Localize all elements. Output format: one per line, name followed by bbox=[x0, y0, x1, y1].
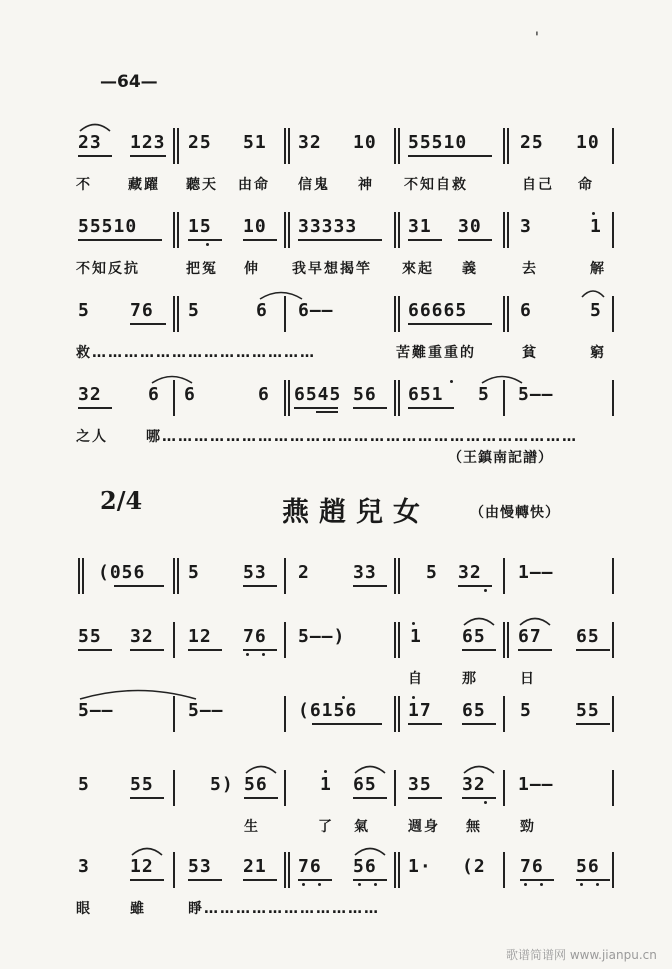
lyric: 聽天 bbox=[186, 177, 218, 193]
high-octave-dot bbox=[324, 770, 327, 773]
lyric: 義 bbox=[462, 261, 478, 277]
note-group: (6156 bbox=[298, 700, 358, 721]
lyric: 不知自救 bbox=[404, 177, 468, 193]
barline bbox=[612, 380, 614, 416]
underline bbox=[353, 407, 387, 409]
note-group: 1 bbox=[590, 216, 602, 237]
barline bbox=[173, 696, 175, 732]
note-group: 25 bbox=[520, 132, 544, 153]
low-octave-dot bbox=[580, 883, 583, 886]
barline bbox=[612, 622, 614, 658]
barline bbox=[612, 696, 614, 732]
note-group: 6 bbox=[148, 384, 160, 405]
lyric: 窮 bbox=[590, 345, 606, 361]
underline bbox=[298, 879, 332, 881]
tie bbox=[150, 372, 194, 384]
slur bbox=[518, 614, 552, 626]
lyric: 之人 bbox=[76, 429, 108, 445]
barline bbox=[394, 852, 400, 888]
lyric: 那 bbox=[462, 671, 478, 687]
barline bbox=[284, 622, 286, 658]
note-group: 30 bbox=[458, 216, 482, 237]
note-group: 651 bbox=[408, 384, 444, 405]
lyric: 不知反抗 bbox=[76, 261, 140, 277]
underline bbox=[353, 797, 387, 799]
underline bbox=[294, 407, 338, 409]
note-group: 17 bbox=[408, 700, 432, 721]
low-octave-dot bbox=[524, 883, 527, 886]
slur bbox=[353, 762, 387, 774]
score-system-6 bbox=[0, 622, 672, 692]
lyric: 信鬼 bbox=[298, 177, 330, 193]
barline bbox=[612, 296, 614, 332]
note-group: 5——) bbox=[298, 626, 346, 647]
underline bbox=[130, 155, 166, 157]
double-underline bbox=[316, 411, 338, 413]
note-group: 51 bbox=[243, 132, 267, 153]
note-group: 5 bbox=[188, 300, 200, 321]
score-system-9 bbox=[0, 852, 672, 922]
lyric: 睜…………………………… bbox=[188, 901, 380, 917]
underline bbox=[188, 649, 222, 651]
underline bbox=[114, 585, 164, 587]
score-system-4 bbox=[0, 380, 672, 450]
note-group: 55510 bbox=[78, 216, 138, 237]
lyric: 氣 bbox=[354, 819, 370, 835]
note-group: 5 bbox=[590, 300, 602, 321]
underline bbox=[244, 797, 278, 799]
lyric: 貧 bbox=[522, 345, 538, 361]
score-system-3 bbox=[0, 296, 672, 366]
note-group: 55510 bbox=[408, 132, 468, 153]
note-group: 32 bbox=[462, 774, 486, 795]
barline bbox=[503, 380, 505, 416]
tie bbox=[480, 372, 524, 384]
note-group: 10 bbox=[353, 132, 377, 153]
note-group: 1 bbox=[410, 626, 422, 647]
barline bbox=[78, 558, 84, 594]
barline bbox=[173, 128, 179, 164]
underline bbox=[408, 239, 442, 241]
barline bbox=[173, 380, 175, 416]
underline bbox=[408, 797, 442, 799]
note-group: 6 bbox=[520, 300, 532, 321]
underline bbox=[462, 797, 496, 799]
underline bbox=[188, 239, 222, 241]
note-group: 12 bbox=[188, 626, 212, 647]
barline bbox=[284, 296, 286, 332]
barline bbox=[173, 558, 179, 594]
barline bbox=[503, 852, 505, 888]
lyric: 救…………………………………… bbox=[76, 345, 316, 361]
underline bbox=[312, 723, 382, 725]
barline bbox=[284, 696, 286, 732]
page-number: —64— bbox=[100, 72, 158, 92]
note-group: 5 bbox=[478, 384, 490, 405]
slur bbox=[462, 762, 496, 774]
note-group: 5) bbox=[210, 774, 234, 795]
note-group: 6—— bbox=[298, 300, 334, 321]
note-group: 5 bbox=[78, 300, 90, 321]
slur bbox=[244, 762, 278, 774]
barline bbox=[173, 852, 175, 888]
barline bbox=[284, 770, 286, 806]
note-group: 65 bbox=[462, 626, 486, 647]
note-group: 31 bbox=[408, 216, 432, 237]
note-group: 1 bbox=[320, 774, 332, 795]
high-octave-dot bbox=[342, 696, 345, 699]
underline bbox=[576, 649, 610, 651]
underline bbox=[353, 879, 387, 881]
low-octave-dot bbox=[484, 801, 487, 804]
lyric: 週身 bbox=[408, 819, 440, 835]
note-group: 53 bbox=[188, 856, 212, 877]
note-group: 10 bbox=[243, 216, 267, 237]
note-group: 6 bbox=[258, 384, 270, 405]
lyric: 了 bbox=[318, 819, 334, 835]
lyric: 自己 bbox=[522, 177, 554, 193]
note-group: (2 bbox=[462, 856, 486, 877]
score-system-8 bbox=[0, 770, 672, 840]
barline bbox=[173, 296, 179, 332]
barline bbox=[503, 622, 509, 658]
note-group: 66665 bbox=[408, 300, 468, 321]
low-octave-dot bbox=[262, 653, 265, 656]
note-group: 10 bbox=[576, 132, 600, 153]
slur bbox=[580, 286, 606, 298]
underline bbox=[78, 649, 112, 651]
note-group: 55 bbox=[78, 626, 102, 647]
note-group: 3 bbox=[520, 216, 532, 237]
low-octave-dot bbox=[540, 883, 543, 886]
low-octave-dot bbox=[246, 653, 249, 656]
note-group: 56 bbox=[244, 774, 268, 795]
lyric: 解 bbox=[590, 261, 606, 277]
barline bbox=[394, 296, 400, 332]
barline bbox=[503, 212, 509, 248]
underline bbox=[298, 239, 382, 241]
barline bbox=[612, 128, 614, 164]
barline bbox=[503, 128, 509, 164]
lyric: 我早想揭竿 bbox=[292, 261, 372, 277]
time-signature: 2/4 bbox=[100, 486, 143, 515]
note-group: 23 bbox=[78, 132, 102, 153]
barline bbox=[612, 852, 614, 888]
lyric: 來起 bbox=[402, 261, 434, 277]
note-group: (056 bbox=[98, 562, 146, 583]
low-octave-dot bbox=[358, 883, 361, 886]
note-group: 76 bbox=[520, 856, 544, 877]
note-group: 55 bbox=[576, 700, 600, 721]
underline bbox=[130, 879, 164, 881]
lyric: 苦難重重的 bbox=[396, 345, 476, 361]
low-octave-dot bbox=[596, 883, 599, 886]
high-octave-dot bbox=[450, 380, 453, 383]
barline bbox=[394, 696, 400, 732]
underline bbox=[78, 407, 112, 409]
lyric: 把冤 bbox=[186, 261, 218, 277]
lyric: 伸 bbox=[244, 261, 260, 277]
note-group: 32 bbox=[298, 132, 322, 153]
note-group: 55 bbox=[130, 774, 154, 795]
underline bbox=[78, 155, 112, 157]
low-octave-dot bbox=[484, 589, 487, 592]
underline bbox=[243, 585, 277, 587]
underline bbox=[518, 649, 552, 651]
note-group: 76 bbox=[298, 856, 322, 877]
note-group: 56 bbox=[353, 384, 377, 405]
note-group: 67 bbox=[518, 626, 542, 647]
note-group: 65 bbox=[462, 700, 486, 721]
lyric: 神 bbox=[358, 177, 374, 193]
underline bbox=[243, 239, 277, 241]
lyric: 勁 bbox=[520, 819, 536, 835]
barline bbox=[173, 622, 175, 658]
underline bbox=[188, 879, 222, 881]
underline bbox=[408, 155, 492, 157]
barline bbox=[503, 296, 509, 332]
underline bbox=[576, 723, 610, 725]
score-system-1 bbox=[0, 128, 672, 198]
low-octave-dot bbox=[318, 883, 321, 886]
slur bbox=[462, 614, 496, 626]
note-group: 5 bbox=[188, 562, 200, 583]
note-group: 56 bbox=[353, 856, 377, 877]
underline bbox=[462, 723, 496, 725]
low-octave-dot bbox=[206, 243, 209, 246]
note-group: 65 bbox=[576, 626, 600, 647]
note-group: 65 bbox=[353, 774, 377, 795]
note-group: 25 bbox=[188, 132, 212, 153]
barline bbox=[612, 558, 614, 594]
note-group: 6 bbox=[256, 300, 268, 321]
note-group: 5 bbox=[520, 700, 532, 721]
barline bbox=[284, 128, 290, 164]
underline bbox=[130, 649, 164, 651]
barline bbox=[173, 770, 175, 806]
watermark: 歌谱简谱网 www.jianpu.cn bbox=[506, 948, 657, 962]
lyric: 命 bbox=[578, 177, 594, 193]
lyric: 生 bbox=[244, 819, 260, 835]
note-group: 1· bbox=[408, 856, 432, 877]
slur bbox=[78, 120, 112, 132]
underline bbox=[520, 879, 554, 881]
slur bbox=[130, 844, 164, 856]
barline bbox=[394, 128, 400, 164]
note-group: 5 bbox=[426, 562, 438, 583]
note-group: 56 bbox=[576, 856, 600, 877]
note-group: 5—— bbox=[518, 384, 554, 405]
barline bbox=[394, 380, 400, 416]
barline bbox=[394, 212, 400, 248]
barline bbox=[394, 622, 400, 658]
note-group: 5 bbox=[78, 774, 90, 795]
lyric: 日 bbox=[520, 671, 536, 687]
barline bbox=[394, 770, 396, 806]
note-group: 1—— bbox=[518, 774, 554, 795]
note-group: 6545 bbox=[294, 384, 342, 405]
barline bbox=[503, 696, 505, 732]
underline bbox=[130, 797, 164, 799]
lyric: 眼 bbox=[76, 901, 92, 917]
transcriber-credit: （王鎮南記譜） bbox=[448, 450, 553, 466]
underline bbox=[462, 649, 496, 651]
page-mark: ' bbox=[535, 30, 539, 46]
note-group: 15 bbox=[188, 216, 212, 237]
note-group: 3 bbox=[78, 856, 90, 877]
tempo-marking: （由慢轉快） bbox=[470, 505, 560, 521]
barline bbox=[503, 558, 505, 594]
barline bbox=[394, 558, 400, 594]
lyric: 由命 bbox=[238, 177, 270, 193]
note-group: 76 bbox=[243, 626, 267, 647]
tie bbox=[258, 288, 304, 300]
barline bbox=[173, 212, 179, 248]
note-group: 35 bbox=[408, 774, 432, 795]
underline bbox=[130, 323, 166, 325]
score-system-7 bbox=[0, 696, 672, 746]
lyric: 藏躍 bbox=[128, 177, 160, 193]
note-group: 53 bbox=[243, 562, 267, 583]
underline bbox=[243, 649, 277, 651]
note-group: 33333 bbox=[298, 216, 358, 237]
note-group: 5—— bbox=[78, 700, 114, 721]
underline bbox=[408, 323, 492, 325]
high-octave-dot bbox=[412, 622, 415, 625]
note-group: 76 bbox=[130, 300, 154, 321]
lyric: 去 bbox=[522, 261, 538, 277]
underline bbox=[408, 407, 454, 409]
note-group: 21 bbox=[243, 856, 267, 877]
tie bbox=[78, 686, 198, 700]
note-group: 12 bbox=[130, 856, 154, 877]
note-group: 33 bbox=[353, 562, 377, 583]
underline bbox=[576, 879, 610, 881]
underline bbox=[353, 585, 387, 587]
barline bbox=[284, 558, 286, 594]
barline bbox=[612, 212, 614, 248]
barline bbox=[503, 770, 505, 806]
barline bbox=[284, 380, 290, 416]
underline bbox=[243, 879, 277, 881]
note-group: 123 bbox=[130, 132, 166, 153]
lyric: 雖 bbox=[130, 901, 146, 917]
low-octave-dot bbox=[374, 883, 377, 886]
score-system-2 bbox=[0, 212, 672, 282]
score-system-5 bbox=[0, 558, 672, 608]
high-octave-dot bbox=[592, 212, 595, 215]
note-group: 1—— bbox=[518, 562, 554, 583]
underline bbox=[408, 723, 442, 725]
lyric: 不 bbox=[76, 177, 92, 193]
note-group: 5—— bbox=[188, 700, 224, 721]
barline bbox=[612, 770, 614, 806]
lyric: 哪…………………………………………………………………… bbox=[146, 429, 578, 445]
note-group: 2 bbox=[298, 562, 310, 583]
barline bbox=[284, 212, 290, 248]
low-octave-dot bbox=[302, 883, 305, 886]
barline bbox=[284, 852, 290, 888]
high-octave-dot bbox=[412, 696, 415, 699]
note-group: 6 bbox=[184, 384, 196, 405]
lyric: 無 bbox=[466, 819, 482, 835]
underline bbox=[78, 239, 162, 241]
lyric: 自 bbox=[408, 671, 424, 687]
underline bbox=[458, 239, 492, 241]
note-group: 32 bbox=[130, 626, 154, 647]
note-group: 32 bbox=[458, 562, 482, 583]
note-group: 32 bbox=[78, 384, 102, 405]
underline bbox=[458, 585, 492, 587]
slur bbox=[353, 844, 387, 856]
song-title: 燕趙兒女 bbox=[282, 497, 430, 528]
